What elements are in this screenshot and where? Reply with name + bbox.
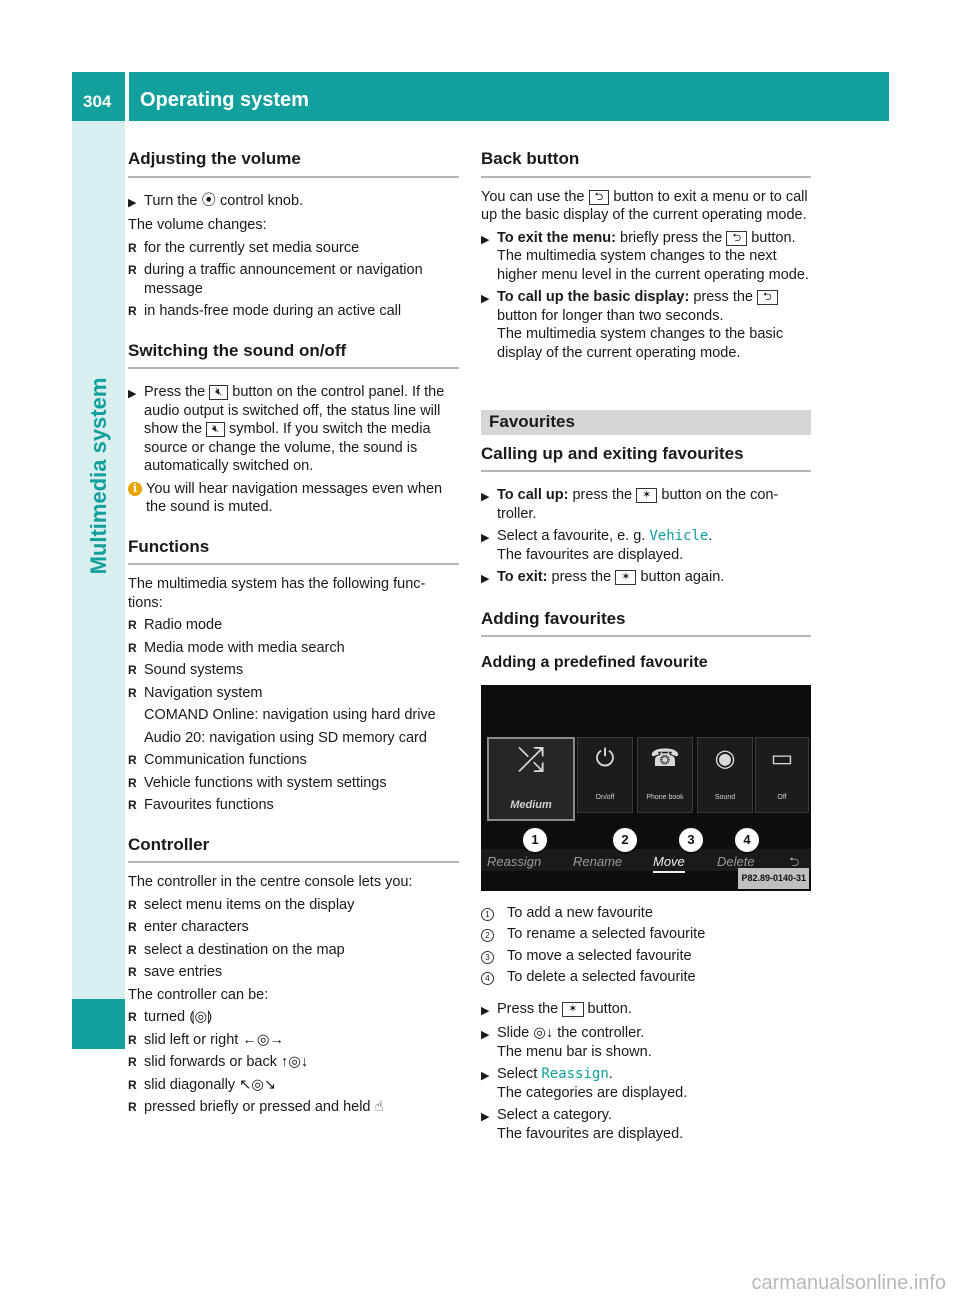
arrow-icon: ▶ [481,532,490,544]
bullet-icon: R [128,798,137,812]
step: ▶ Press the ✶ button. [481,1000,811,1021]
menu-reassign: Reassign [487,853,542,869]
arrow-icon: ▶ [128,388,137,400]
paragraph: You can use the ⮌ button to exit a menu or to call up the basic display of the current operating mode. [481,188,808,223]
bullet-icon: R [128,240,137,255]
switch-icon: ⏻ [595,744,615,772]
list-item: R enter characters [128,919,249,935]
bullet-icon: R [128,897,137,912]
back-icon: ⮌ [589,190,610,205]
legend-item: 2 To rename a selected favourite [481,925,811,944]
step: ▶ To exit the menu: briefly press the ⮌ button. The multimedia system changes to the next higher menu level in the current operating mode. [481,229,809,283]
bullet-icon: R [128,1055,137,1069]
mute-icon: 🔇︎ [209,385,228,400]
heading-calling-favourites: Calling up and exiting favourites [481,445,811,473]
arrow-icon: ▶ [481,573,490,585]
left-column [128,150,459,1121]
tile-off: ▭ Off [755,737,809,813]
step: ▶ Select a category. The favourites are displayed. [481,1107,684,1142]
arrow-icon: ▶ [481,1029,490,1041]
back-icon: ⮌ [726,231,747,246]
sound-icon: ◉ [714,744,736,772]
right-column [481,150,811,1147]
step: ▶ Select Reassign. The categories are displayed. [481,1066,688,1101]
bullet-icon: R [128,640,137,655]
menu-delete: Delete [717,853,755,869]
tile-phonebook: ☎ Phone book [637,737,693,813]
heading-back-button: Back button [481,150,811,178]
bullet-icon: R [128,920,137,934]
tile-onoff: ⏻ On/off [577,737,633,813]
screen-off-icon: ▭ [770,744,794,772]
heading-adjusting-volume: Adjusting the volume [128,150,459,178]
tile-medium: ⤮ Medium [487,737,575,821]
arrow-icon: ▶ [481,491,490,503]
display-screenshot [481,685,811,891]
list-item: R select menu items on the display [128,896,355,913]
arrow-icon: ▶ [481,1004,490,1017]
list-item: R slid diagonally ↖◎↘ [128,1076,277,1093]
menu-back-icon: ⮌ [789,853,800,869]
step: ▶ Slide ◎↓ the controller. The menu bar is shown. [481,1025,652,1060]
list-item: R pressed briefly or pressed and held ☝ [128,1099,384,1115]
heading-controller: Controller [128,836,459,864]
callout-1: 1 [521,826,549,854]
arrow-icon: ▶ [481,293,490,305]
list-item: R Radio mode [128,617,223,633]
paragraph: The multimedia system has the following func-tions: [128,576,426,611]
star-icon: ✶ [636,488,657,503]
arrow-icon: ▶ [481,1070,490,1082]
bullet-icon: R [128,942,137,957]
bullet-icon: R [128,685,137,700]
list-item: R turned ⟬◎⟭ [128,1009,213,1025]
menu-term: Reassign [541,1066,609,1082]
info-note: i You will hear navigation messages even when the sound is muted. [128,480,459,517]
paragraph: The volume changes: [128,217,267,233]
list-item: R save entries [128,964,223,980]
phonebook-icon: ☎ [650,744,680,772]
step: ▶ Select a favourite, e. g. Vehicle. The favourites are displayed. [481,528,713,563]
bullet-icon: R [128,775,137,790]
callout-3: 3 [677,826,705,854]
section-side-label: Multimedia system [86,377,111,575]
list-item: R during a traffic announcement or navigation message [128,262,423,297]
legend-item: 3 To move a selected favourite [481,947,811,966]
page-number: 304 [83,92,112,111]
callout-2: 2 [611,826,639,854]
list-item: R in hands-free mode during an active call [128,303,402,319]
bullet-icon: R [128,1032,137,1047]
bullet-icon: R [128,1100,137,1114]
list-item: R for the currently set media source [128,239,360,256]
step: ▶ Press the 🔇︎ button on the control panel. If the audio output is switched off, the status line will show the 🔇︎ symbol. If you switch the media source or change the volume, the sound is automatically switched on. [128,384,445,474]
list-item: R Media mode with media search [128,639,345,656]
mute-icon: 🔇︎ [206,422,225,437]
list-item: R Navigation system [128,684,263,701]
bullet-icon: R [128,965,137,979]
back-icon: ⮌ [757,290,778,305]
arrow-icon: ▶ [481,233,490,246]
list-item: R Communication functions [128,752,307,768]
subheading-predefined-favourite: Adding a predefined favourite [481,654,708,671]
header-divider [125,72,129,121]
paragraph: The controller in the centre console lets you: [128,874,413,890]
section-band-favourites: Favourites [481,410,811,435]
list-item: R Vehicle functions with system settings [128,774,387,791]
list-item: R Favourites functions [128,797,274,813]
image-code: P82.89-0140-31 [738,868,809,889]
bullet-icon: R [128,263,137,277]
sub-item: COMAND Online: navigation using hard drive [144,707,436,723]
menu-move: Move [653,853,685,874]
bullet-icon: R [128,753,137,767]
heading-functions: Functions [128,538,459,566]
menu-term: Vehicle [649,528,709,544]
arrow-icon: ▶ [481,1111,490,1123]
callout-4: 4 [733,826,761,854]
side-tab-marker [72,999,125,1049]
bullet-icon: R [128,304,137,318]
watermark: carmanualsonline.info [751,1272,946,1294]
bullet-icon: R [128,663,137,677]
info-icon: i [128,482,142,496]
arrow-icon: ▶ [128,196,137,209]
shuffle-icon: ⤮ [517,740,545,779]
menu-rename: Rename [573,853,623,869]
tile-sound: ◉ Sound [697,737,753,813]
sub-item: Audio 20: navigation using SD memory card [144,729,427,746]
bullet-icon: R [128,1010,137,1024]
list-item: R select a destination on the map [128,941,345,958]
list-item: R slid left or right ←◎→ [128,1031,284,1048]
step: ▶ To call up: press the ✶ button on the con-troller. [481,487,779,522]
star-icon: ✶ [562,1002,583,1017]
step: ▶ Turn the ⦿ control knob. [128,192,459,213]
page-title: Operating system [140,89,309,111]
heading-switching-sound: Switching the sound on/off [128,342,459,370]
heading-adding-favourites: Adding favourites [481,610,811,638]
step: ▶ To exit: press the ✶ button again. [481,568,811,589]
step: ▶ To call up the basic display: press the ⮌ button for longer than two seconds. The multimedia system changes to the basic display of the current operating mode. [481,289,784,361]
bullet-icon: R [128,618,137,632]
list-item: R Sound systems [128,662,244,678]
legend-item: 1 To add a new favourite [481,904,811,923]
paragraph: The controller can be: [128,986,269,1003]
star-icon: ✶ [615,570,636,585]
legend-item: 4 To delete a selected favourite [481,968,811,987]
list-item: R slid forwards or back ↑◎↓ [128,1054,309,1070]
bullet-icon: R [128,1077,137,1092]
